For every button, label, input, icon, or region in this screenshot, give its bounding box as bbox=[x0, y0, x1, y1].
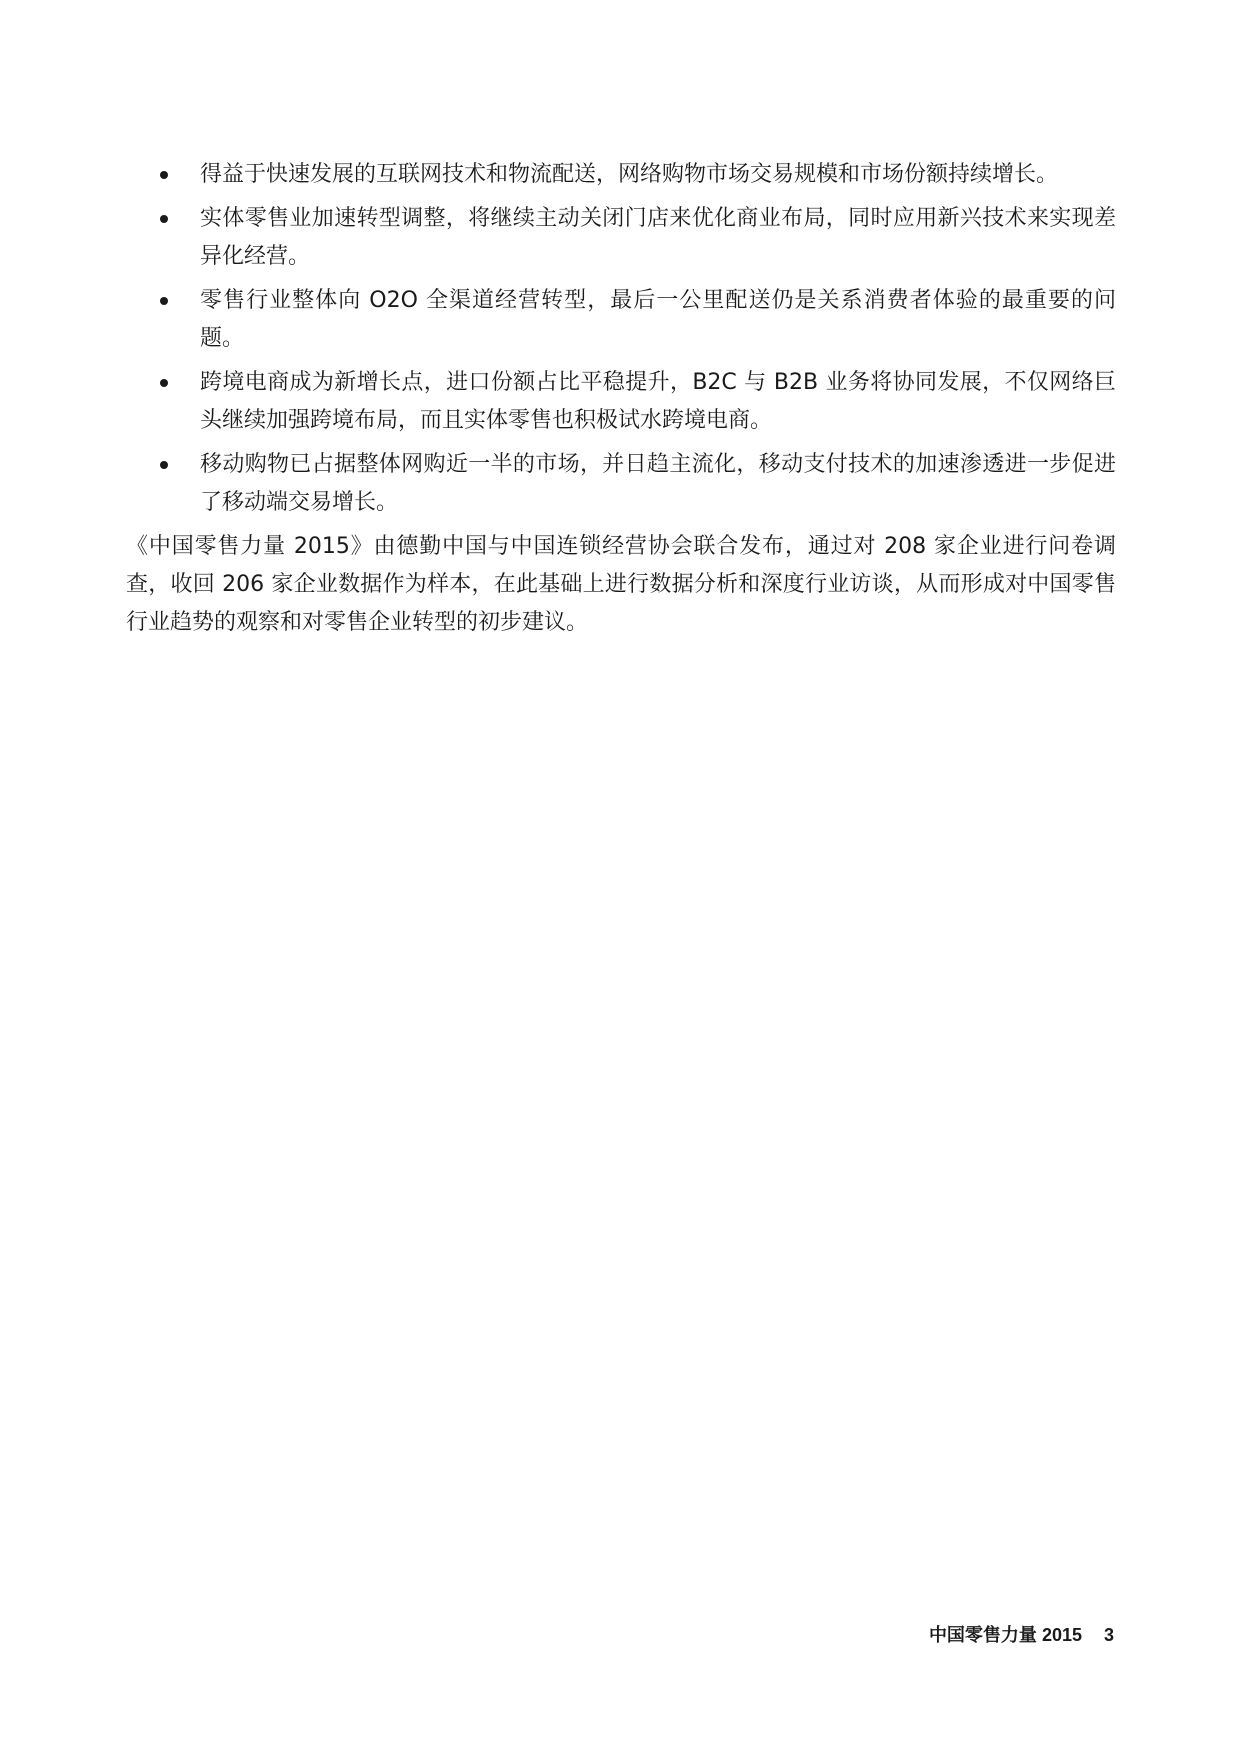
bullet-text: 零售行业整体向 O2O 全渠道经营转型，最后一公里配送仍是关系消费者体验的最重要的问题。 bbox=[200, 288, 1116, 351]
page-content bbox=[126, 156, 1116, 642]
list-item bbox=[126, 446, 1116, 522]
bullet-text: 得益于快速发展的互联网技术和物流配送，网络购物市场交易规模和市场份额持续增长。 bbox=[200, 162, 1059, 187]
list-item bbox=[126, 364, 1116, 440]
bullet-text: 移动购物已占据整体网购近一半的市场，并日趋主流化，移动支付技术的加速渗透进一步促进了移动端交易增长。 bbox=[200, 452, 1116, 515]
bullet-icon bbox=[160, 297, 168, 305]
bullet-icon bbox=[160, 215, 168, 223]
bullet-icon bbox=[160, 379, 168, 387]
page-number: 3 bbox=[1103, 1625, 1114, 1645]
bullet-list bbox=[126, 156, 1116, 522]
bullet-icon bbox=[160, 461, 168, 469]
list-item bbox=[126, 200, 1116, 276]
bullet-text: 跨境电商成为新增长点，进口份额占比平稳提升，B2C 与 B2B 业务将协同发展，不仅网络巨头继续加强跨境布局，而且实体零售也积极试水跨境电商。 bbox=[200, 370, 1116, 433]
page-footer bbox=[929, 1621, 1114, 1647]
bullet-text: 实体零售业加速转型调整，将继续主动关闭门店来优化商业布局，同时应用新兴技术来实现差异化经营。 bbox=[200, 206, 1116, 269]
footer-title: 中国零售力量 2015 bbox=[928, 1625, 1082, 1645]
list-item bbox=[126, 156, 1116, 194]
body-paragraph: 《中国零售力量 2015》由德勤中国与中国连锁经营协会联合发布，通过对 208 家企业进行问卷调查，收回 206 家企业数据作为样本，在此基础上进行数据分析和深度行业访谈，从而形成对中国零售行业趋势的观察和对零售企业转型的初步建议。 bbox=[126, 534, 1116, 635]
list-item bbox=[126, 282, 1116, 358]
bullet-icon bbox=[160, 171, 168, 179]
